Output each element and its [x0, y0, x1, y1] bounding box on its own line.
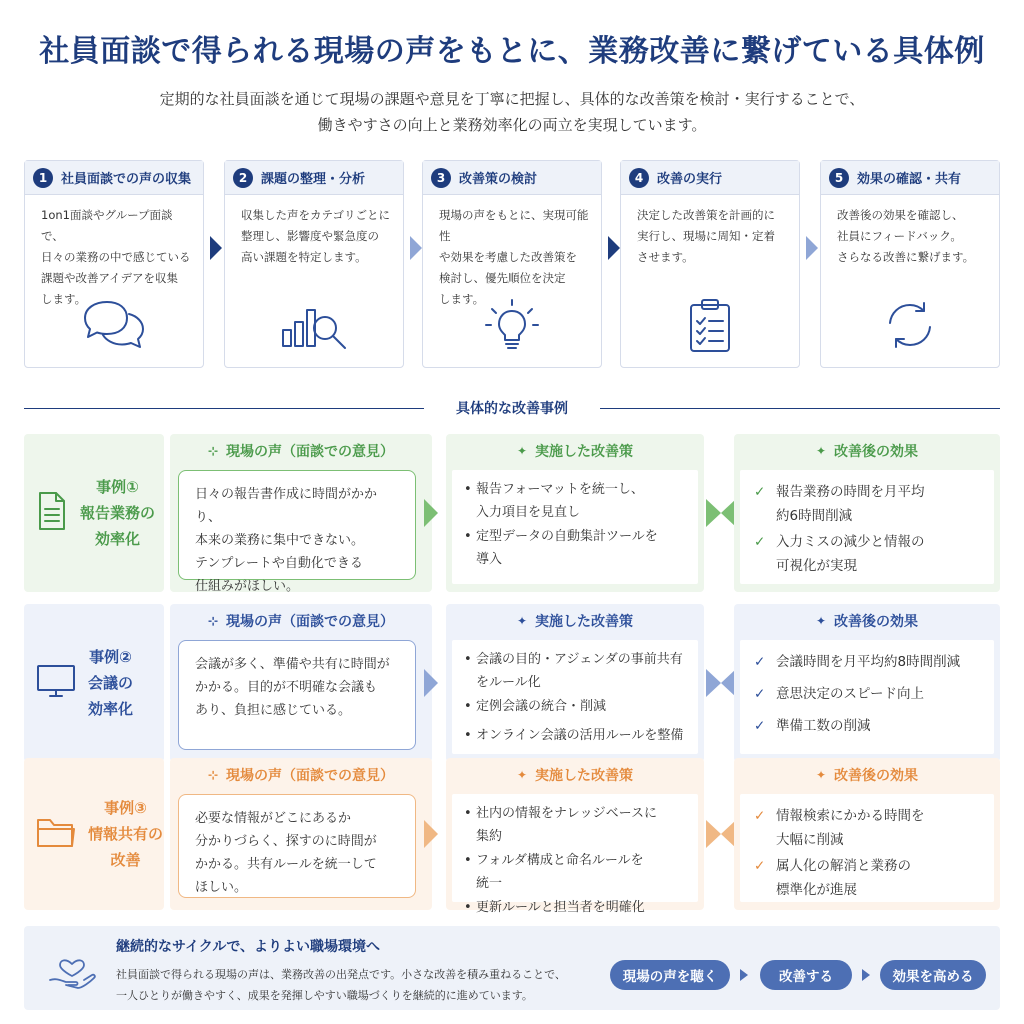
- measure-item: [464, 695, 686, 718]
- sparkle-icon: ⊹: [207, 614, 219, 628]
- voice-title: 現場の声（面談での意見）: [226, 444, 395, 460]
- step-title: 効果の確認・共有: [857, 172, 962, 187]
- measure-line: • 定例会議の統合・削減: [476, 699, 607, 714]
- chat-bubbles-icon: [25, 297, 203, 353]
- effects-panel: [740, 470, 994, 584]
- step-header: [621, 161, 799, 195]
- measure-line: • 報告フォーマットを統一し、: [476, 482, 644, 497]
- measure-line: 集約: [476, 829, 503, 844]
- measures-column: [446, 604, 704, 762]
- case-label: 事例③ 情報共有の 改善: [88, 799, 164, 869]
- check-icon: ✓: [754, 534, 766, 550]
- effect-line: 大幅に削減: [776, 832, 844, 848]
- step-description: [821, 195, 999, 268]
- effects-panel: [740, 794, 994, 902]
- case-label-panel: [24, 434, 164, 592]
- step-description-line: 社員にフィードバック。: [837, 229, 962, 243]
- lightbulb-icon: [423, 297, 601, 353]
- voice-quote-line: 日々の報告書作成に時間がかかり、: [195, 487, 378, 525]
- step-description-line: 1on1面談やグループ面談で、: [41, 208, 173, 243]
- measure-item: [464, 525, 686, 571]
- measure-item: [464, 896, 686, 919]
- step-arrow: [608, 236, 620, 260]
- sparkle-icon: ✦: [516, 444, 528, 458]
- bowtie-connector: [706, 820, 736, 848]
- measure-line: • オンライン会議の活用ルールを整備: [476, 728, 684, 743]
- measures-column: [446, 758, 704, 915]
- step-description: [423, 195, 601, 310]
- effect-line: 報告業務の時間を月平均: [776, 484, 925, 500]
- measures-panel: [452, 640, 698, 754]
- case-label: 事例① 報告業務の 効率化: [80, 478, 156, 548]
- check-icon: ✓: [754, 484, 766, 500]
- effect-item: [754, 714, 980, 738]
- footer-panel: [24, 926, 1000, 1010]
- measures-column: [446, 434, 704, 592]
- case-row-2: [24, 604, 1000, 762]
- voice-quote-line: かかる。目的が不明確な会議も: [195, 680, 378, 695]
- sparkle-icon: ⊹: [207, 444, 219, 458]
- effects-header: [734, 434, 1000, 468]
- sparkle-icon: ✦: [516, 614, 528, 628]
- subtitle-line-2: 働きやすさの向上と業務効率化の両立を実現しています。: [317, 116, 707, 134]
- section-divider: [24, 398, 1000, 418]
- effects-header: [734, 604, 1000, 638]
- pill-enhance: 効果を高める: [880, 960, 986, 990]
- voice-quote-line: 会議が多く、準備や共有に時間が: [195, 657, 390, 672]
- voice-quote-line: 本来の業務に集中できない。: [195, 533, 365, 548]
- effect-line: 約6時間削減: [776, 508, 853, 524]
- effect-line: 準備工数の削減: [776, 718, 871, 734]
- voice-quote-box: [178, 640, 416, 750]
- folder-icon: [36, 814, 76, 854]
- effect-item: [754, 650, 980, 674]
- effect-item: [754, 530, 980, 578]
- voice-quote-line: ほしい。: [195, 880, 248, 895]
- flow-arrow: [424, 499, 438, 527]
- refresh-cycle-icon: [821, 297, 999, 353]
- measure-line: • 会議の目的・アジェンダの事前共有: [476, 652, 683, 667]
- page-title: 社員面談で得られる現場の声をもとに、業務改善に繋げている具体例: [39, 34, 985, 69]
- measures-panel: [452, 794, 698, 915]
- measures-header: [446, 758, 704, 792]
- step-card-4: [620, 160, 800, 368]
- measure-item: [464, 724, 686, 747]
- check-icon: ✓: [754, 686, 766, 702]
- pill-improve: 改善する: [760, 960, 852, 990]
- process-steps: [24, 160, 1000, 368]
- effect-line: 標準化が進展: [776, 882, 857, 898]
- voice-header: [170, 604, 432, 638]
- pill-arrow-1: [740, 969, 748, 981]
- flow-arrow: [424, 669, 438, 697]
- effect-item: [754, 854, 980, 902]
- measures-panel: [452, 470, 698, 584]
- check-icon: ✓: [754, 858, 766, 874]
- voice-column: [170, 604, 432, 762]
- case-label: 事例② 会議の 効率化: [88, 648, 134, 718]
- measure-line: • 更新ルールと担当者を明確化: [476, 900, 645, 915]
- case-label-panel: [24, 604, 164, 762]
- pill-listen: 現場の声を聴く: [610, 960, 730, 990]
- step-description: [25, 195, 203, 310]
- heart-hand-icon: [44, 940, 100, 996]
- case-label-panel: [24, 758, 164, 910]
- effects-column: [734, 758, 1000, 910]
- measures-title: 実施した改善策: [535, 768, 634, 784]
- sparkle-icon: ✦: [815, 768, 827, 782]
- step-number: 1: [33, 168, 53, 188]
- step-description: [225, 195, 403, 268]
- step-description-line: さらなる改善に繋げます。: [837, 250, 975, 264]
- footer-text-line-2: 一人ひとりが働きやすく、成果を発揮しやすい職場づくりを継続的に進めています。: [116, 989, 533, 1002]
- effect-line: 可視化が実現: [776, 558, 857, 574]
- bowtie-connector: [706, 669, 736, 697]
- step-description: [621, 195, 799, 268]
- measure-line: • 定型データの自動集計ツールを: [476, 529, 658, 544]
- step-card-2: [224, 160, 404, 368]
- clipboard-checklist-icon: [621, 297, 799, 353]
- voice-quote-line: 仕組みがほしい。: [195, 579, 300, 594]
- measure-item: [464, 802, 686, 848]
- effects-title: 改善後の効果: [834, 768, 919, 784]
- voice-quote-line: 必要な情報がどこにあるか: [195, 811, 352, 826]
- effects-column: [734, 604, 1000, 762]
- measure-item: [464, 849, 686, 895]
- step-card-5: [820, 160, 1000, 368]
- step-description-line: 整理し、影響度や緊急度の: [241, 229, 379, 243]
- voice-quote-line: かかる。共有ルールを統一して: [195, 857, 377, 872]
- sparkle-icon: ✦: [516, 768, 528, 782]
- step-card-3: [422, 160, 602, 368]
- step-number: 3: [431, 168, 451, 188]
- measure-item: [464, 478, 686, 524]
- effect-line: 属人化の解消と業務の: [776, 858, 911, 874]
- case-row-3: [24, 758, 1000, 915]
- voice-quote-line: あり、負担に感じている。: [195, 703, 352, 718]
- effects-panel: [740, 640, 994, 754]
- voice-header: [170, 758, 432, 792]
- voice-title: 現場の声（面談での意見）: [226, 768, 395, 784]
- step-card-1: [24, 160, 204, 368]
- effects-column: [734, 434, 1000, 592]
- effect-line: 会議時間を月平均約8時間削減: [776, 654, 961, 670]
- step-header: [225, 161, 403, 195]
- step-description-line: 決定した改善策を計画的に: [637, 208, 775, 222]
- document-icon: [36, 491, 68, 535]
- sparkle-icon: ⊹: [207, 768, 219, 782]
- step-description-line: や効果を考慮した改善策を: [439, 250, 577, 264]
- voice-header: [170, 434, 432, 468]
- effect-item: [754, 804, 980, 852]
- section-label: 具体的な改善事例: [456, 401, 568, 417]
- step-number: 2: [233, 168, 253, 188]
- sparkle-icon: ✦: [815, 444, 827, 458]
- pill-arrow-2: [862, 969, 870, 981]
- step-title: 社員面談での声の収集: [61, 172, 192, 187]
- effect-item: [754, 480, 980, 528]
- effect-line: 意思決定のスピード向上: [776, 686, 924, 702]
- page-subtitle: [0, 86, 1024, 138]
- step-description-line: させます。: [637, 250, 694, 264]
- measure-line: 導入: [476, 552, 503, 567]
- measure-line: 統一: [476, 876, 503, 891]
- step-arrow: [410, 236, 422, 260]
- voice-quote-box: [178, 794, 416, 898]
- voice-column: [170, 758, 432, 910]
- measure-line: をルール化: [476, 675, 541, 690]
- step-description-line: します。: [439, 292, 485, 306]
- step-arrow: [806, 236, 818, 260]
- subtitle-line-1: 定期的な社員面談を通じて現場の課題や意見を丁寧に把握し、具体的な改善策を検討・実行することで、: [159, 90, 865, 108]
- step-number: 5: [829, 168, 849, 188]
- voice-quote-line: テンプレートや自動化できる: [195, 556, 363, 571]
- sparkle-icon: ✦: [815, 614, 827, 628]
- step-number: 4: [629, 168, 649, 188]
- footer-title: 継続的なサイクルで、よりよい職場環境へ: [116, 939, 381, 955]
- voice-quote-line: 分かりづらく、探すのに時間が: [195, 834, 377, 849]
- step-description-line: 検討し、優先順位を決定: [439, 271, 566, 285]
- monitor-icon: [36, 663, 76, 703]
- check-icon: ✓: [754, 654, 766, 670]
- divider-line-right: [600, 408, 1000, 409]
- effects-header: [734, 758, 1000, 792]
- effects-title: 改善後の効果: [834, 444, 919, 460]
- bar-chart-magnifier-icon: [225, 297, 403, 353]
- bowtie-connector: [706, 499, 736, 527]
- step-title: 課題の整理・分析: [261, 172, 366, 187]
- effect-item: [754, 682, 980, 706]
- step-description-line: 日々の業務の中で感じている: [41, 250, 191, 264]
- footer-text: [116, 964, 616, 1006]
- case-row-1: [24, 434, 1000, 592]
- voice-quote-box: [178, 470, 416, 594]
- effects-title: 改善後の効果: [834, 614, 919, 630]
- effect-line: 情報検索にかかる時間を: [776, 808, 925, 824]
- measures-title: 実施した改善策: [535, 614, 634, 630]
- step-description-line: 課題や改善アイデアを収集: [41, 271, 178, 285]
- step-description-line: します。: [41, 292, 87, 306]
- step-header: [821, 161, 999, 195]
- measures-title: 実施した改善策: [535, 444, 634, 460]
- flow-arrow: [424, 820, 438, 848]
- check-icon: ✓: [754, 718, 766, 734]
- measure-line: • フォルダ構成と命名ルールを: [476, 853, 644, 868]
- measure-line: 入力項目を見直し: [476, 505, 581, 520]
- step-arrow: [210, 236, 222, 260]
- step-title: 改善策の検討: [459, 172, 538, 187]
- measures-header: [446, 604, 704, 638]
- footer-text-line-1: 社員面談で得られる現場の声は、業務改善の出発点です。小さな改善を積み重ねることで、: [116, 968, 566, 981]
- step-description-line: 収集した声をカテゴリごとに: [241, 208, 391, 222]
- step-header: [423, 161, 601, 195]
- check-icon: ✓: [754, 808, 766, 824]
- step-description-line: 現場の声をもとに、実現可能性: [439, 208, 589, 243]
- measure-line: • 社内の情報をナレッジベースに: [476, 806, 657, 821]
- step-description-line: 改善後の効果を確認し、: [837, 208, 964, 222]
- step-title: 改善の実行: [657, 172, 723, 187]
- step-header: [25, 161, 203, 195]
- effect-line: 入力ミスの減少と情報の: [776, 534, 925, 550]
- voice-column: [170, 434, 432, 592]
- step-description-line: 高い課題を特定します。: [241, 250, 367, 264]
- measures-header: [446, 434, 704, 468]
- measure-item: [464, 648, 686, 694]
- step-description-line: 実行し、現場に周知・定着: [637, 229, 775, 243]
- voice-title: 現場の声（面談での意見）: [226, 614, 395, 630]
